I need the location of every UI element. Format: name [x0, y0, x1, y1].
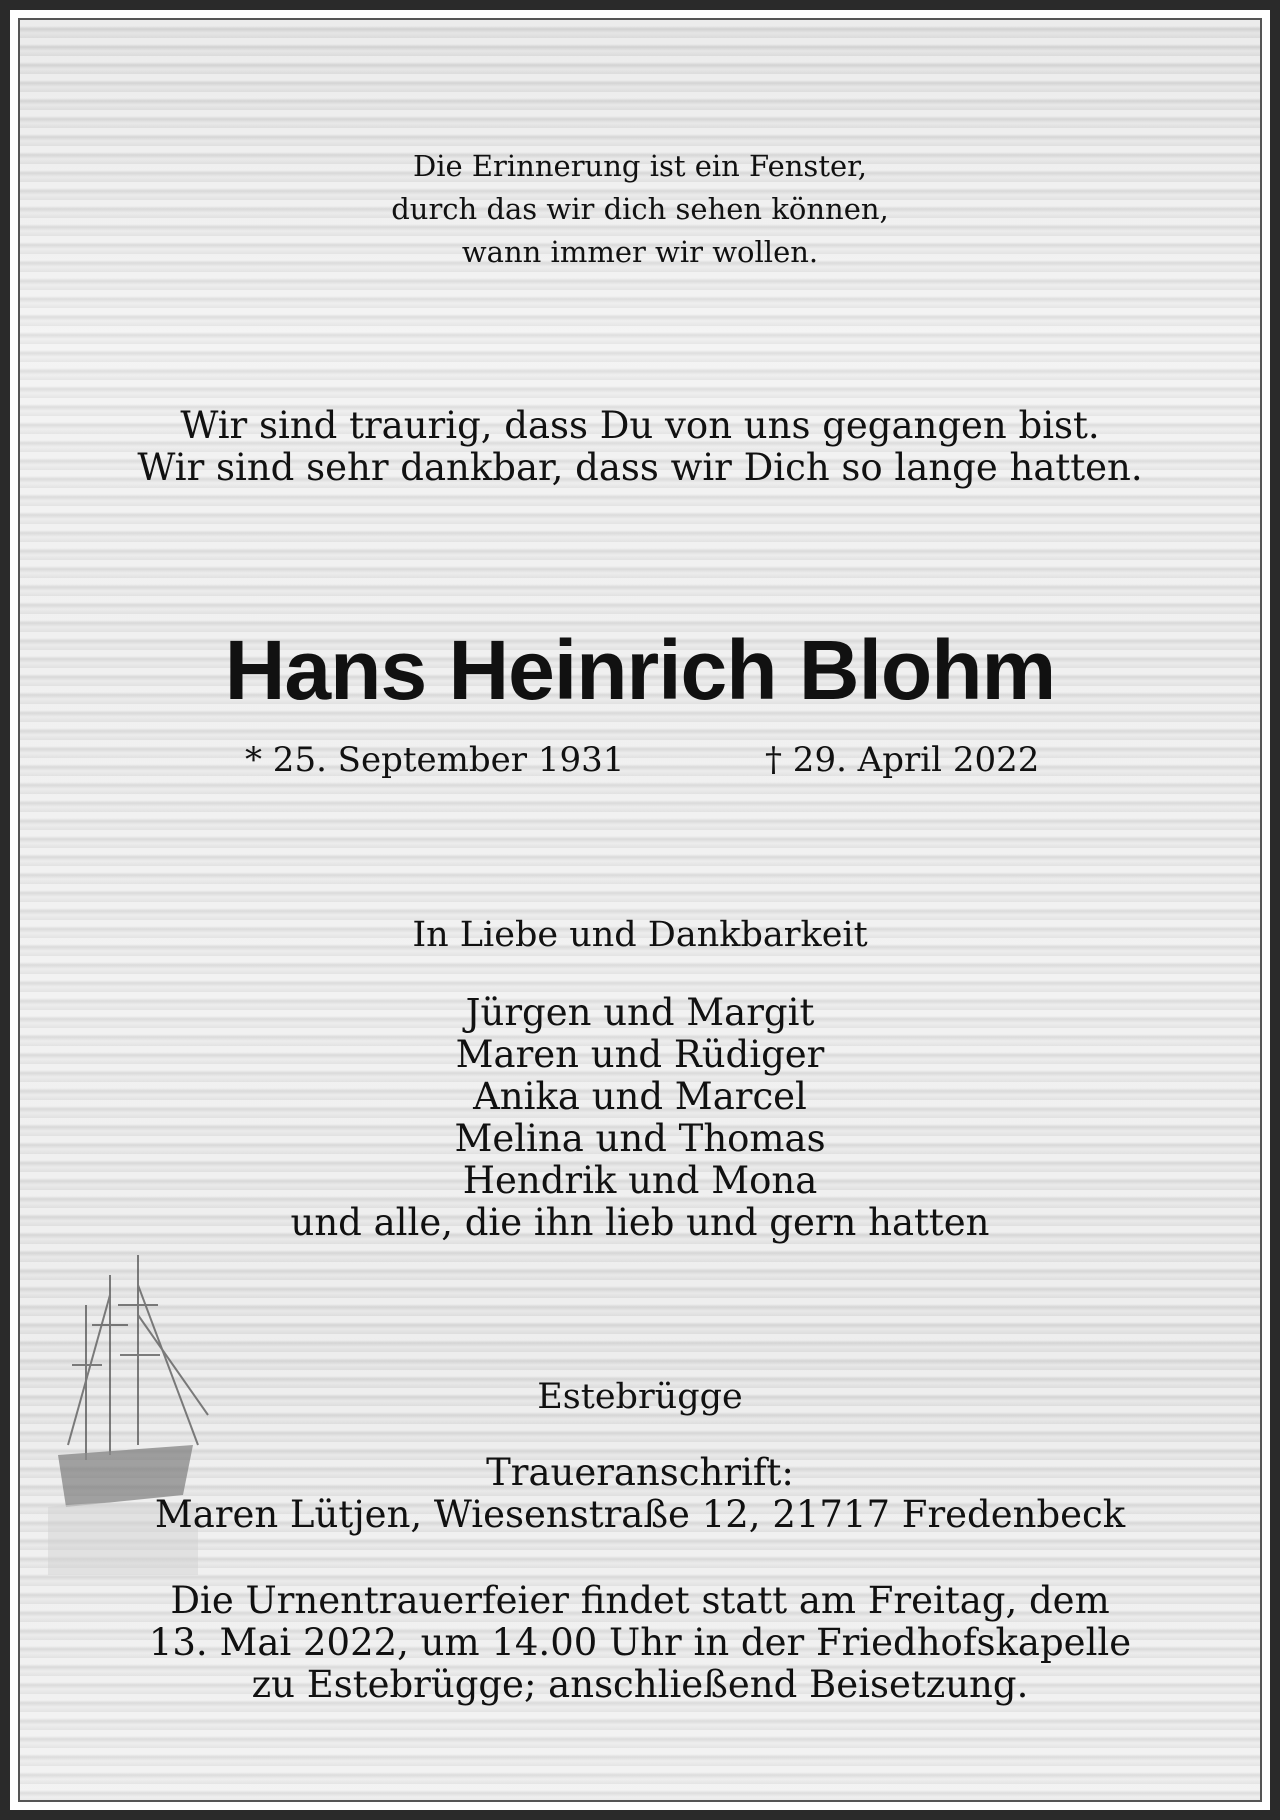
obituary-notice — [18, 18, 1262, 1802]
family-member: Melina und Thomas — [454, 1117, 826, 1160]
mourning-address — [20, 1452, 1260, 1536]
ceremony-line: zu Estebrügge; anschließend Beisetzung. — [251, 1663, 1029, 1706]
quote-line: wann immer wir wollen. — [461, 235, 819, 269]
closing-phrase: In Liebe und Dankbarkeit — [412, 915, 868, 955]
memorial-quote — [20, 145, 1260, 274]
deceased-name: Hans Heinrich Blohm — [224, 623, 1056, 717]
family-member: und alle, die ihn lieb und gern hatten — [290, 1201, 990, 1244]
quote-line: Die Erinnerung ist ein Fenster, — [412, 149, 868, 183]
ceremony-line: Die Urnentrauerfeier findet statt am Freitag, dem — [170, 1579, 1110, 1622]
death-date: † 29. April 2022 — [765, 740, 1040, 780]
family-list — [20, 992, 1260, 1244]
quote-line: durch das wir dich sehen können, — [391, 192, 889, 226]
place-name: Estebrügge — [537, 1377, 743, 1417]
thanks-line: Wir sind sehr dankbar, dass wir Dich so lange hatten. — [137, 446, 1143, 489]
thanks-line: Wir sind traurig, dass Du von uns gegangen bist. — [180, 404, 1100, 447]
ceremony-details — [20, 1580, 1260, 1706]
family-member: Hendrik und Mona — [462, 1159, 818, 1202]
ceremony-line: 13. Mai 2022, um 14.00 Uhr in der Friedhofskapelle — [148, 1621, 1132, 1664]
address-label: Traueranschrift: — [486, 1451, 794, 1494]
birth-date: * 25. September 1931 — [245, 740, 625, 780]
address-value: Maren Lütjen, Wiesenstraße 12, 21717 Fredenbeck — [154, 1493, 1126, 1536]
family-member: Jürgen und Margit — [465, 991, 815, 1034]
thanks-text — [20, 405, 1260, 489]
family-member: Anika und Marcel — [473, 1075, 807, 1118]
family-member: Maren und Rüdiger — [455, 1033, 825, 1076]
